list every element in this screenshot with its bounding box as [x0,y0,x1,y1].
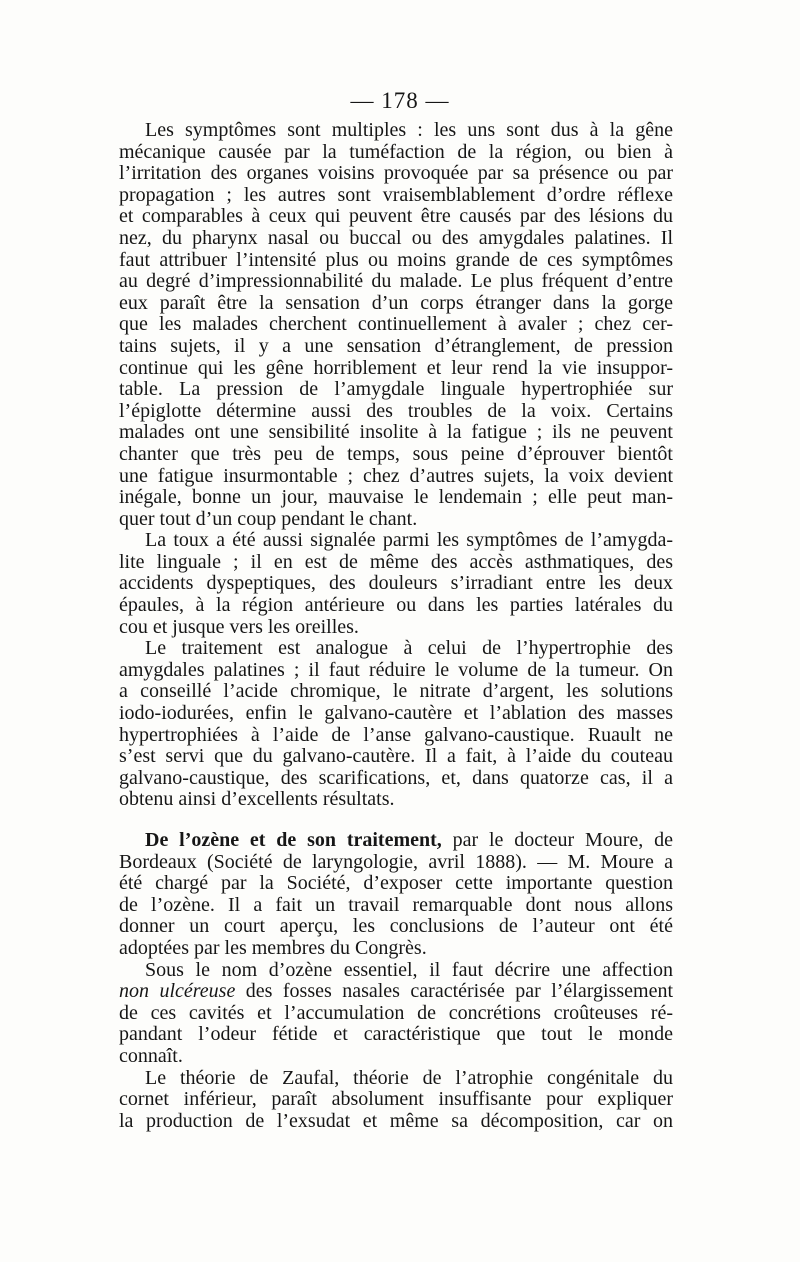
line-text: mécanique causée par la tuméfaction de la région, ou bien à [119,141,673,163]
line-text: épaules, à la région antérieure ou dans les parties latérales du [119,595,673,617]
line-text: hypertrophiées à l’aide de l’anse galvano-caustique. Ruault ne [119,724,673,746]
text-line [119,206,673,228]
text-line [119,422,673,444]
text-line [119,768,673,790]
line-text: par le docteur Moure, de [441,830,673,851]
line-text: adoptées par les membres du Congrès. [119,937,427,959]
line-text: obtenu ainsi d’excellents résultats. [119,789,395,811]
page-number: — 178 — [350,88,450,113]
line-text: cou et jusque vers les oreilles. [119,616,359,638]
line-text: de ces cavités et l’accumulation de concrétions croûteuses ré- [119,1002,673,1024]
text-line [119,358,673,380]
body-text [119,120,673,1132]
text-line [119,250,673,272]
text-line [119,530,673,552]
text-line [119,1068,673,1090]
text-line [119,852,673,874]
line-text: eux paraît être la sensation d’un corps étranger dans la gorge [119,292,673,314]
line-text: malades ont une sensibilité insolite à la fatigue ; ils ne peuvent [119,422,673,444]
text-line [119,660,673,682]
line-text: accidents dyspeptiques, des douleurs s’irradiant entre les deux [119,573,673,595]
text-line [119,466,673,488]
text-line [119,293,673,315]
text-line [119,552,673,574]
line-text: la production de l’exsudat et même sa décomposition, car on [119,1110,673,1132]
text-line [119,1046,673,1068]
line-text: donner un court aperçu, les conclusions de l’auteur ont été [119,916,673,938]
line-text: propagation ; les autres sont vraisemblablement d’ordre réflexe [119,184,673,206]
text-line [119,271,673,293]
italic-term: non ulcéreuse [119,981,236,1003]
text-line [119,142,673,164]
line-text: pandant l’odeur fétide et caractéristique que tout le monde [119,1024,673,1046]
text-line [119,960,673,982]
line-text: s’est servi que du galvano-cautère. Il a fait, à l’aide du couteau [119,746,673,768]
line-text: table. La pression de l’amygdale linguale hypertrophiée sur [119,379,673,401]
line-text: que les malades cherchent continuellement à avaler ; chez cer- [119,314,673,336]
text-line [119,379,673,401]
line-text: Bordeaux (Société de laryngologie, avril 1888). — M. Moure a [119,851,673,873]
text-line [119,185,673,207]
line-text: une fatigue insurmontable ; chez d’autres sujets, la voix devient [119,465,673,487]
text-line [119,617,673,639]
line-text: connaît. [119,1045,183,1067]
text-line [119,573,673,595]
text-line [119,1111,673,1133]
text-line [119,981,673,1003]
line-text: tains sujets, il y a une sensation d’étranglement, de pression [119,335,673,357]
line-text: galvano-caustique, des scarifications, et, dans quatorze cas, il a [119,767,673,789]
text-line [119,703,673,725]
text-line [119,725,673,747]
line-text: Les symptômes sont multiples : les uns sont dus à la gêne [145,120,673,141]
text-line [119,487,673,509]
line-text: cornet inférieur, paraît absolument insuffisante pour expliquer [119,1089,673,1111]
text-line [119,228,673,250]
line-text: l’irritation des organes voisins provoquée par sa présence ou par [119,163,673,185]
text-line [119,595,673,617]
text-line [119,1024,673,1046]
text-line [119,746,673,768]
section-gap [119,811,673,830]
line-text: quer tout d’un coup pendant le chant. [119,508,418,530]
text-line [119,120,673,142]
text-line [119,938,673,960]
text-line [119,1089,673,1111]
text-line [119,638,673,660]
text-line [119,789,673,811]
line-text: été chargé par la Société, d’exposer cette importante question [119,873,673,895]
line-text: lite linguale ; il en est de même des accès asthmatiques, des [119,551,673,573]
line-text: continue qui les gêne horriblement et leur rend la vie insuppor- [119,357,673,379]
text-line [119,509,673,531]
text-line [119,401,673,423]
line-text: au degré d’impressionnabilité du malade. Le plus fréquent d’entre [119,271,673,293]
text-line [119,916,673,938]
line-text: La toux a été aussi signalée parmi les symptômes de l’amygda- [145,530,673,552]
line-text: Sous le nom d’ozène essentiel, il faut décrire une affection [145,959,673,981]
text-line [119,163,673,185]
line-text: iodo-iodurées, enfin le galvano-cautère et l’ablation des masses [119,703,673,725]
section-heading: De l’ozène et de son traitement, [145,830,442,851]
line-text: amygdales palatines ; il faut réduire le volume de la tumeur. On [119,659,673,681]
text-line [119,873,673,895]
line-text: de l’ozène. Il a fait un travail remarquable dont nous allons [119,894,673,916]
text-line [119,314,673,336]
text-line [119,336,673,358]
text-line [119,830,673,852]
text-line [119,895,673,917]
line-text: Le théorie de Zaufal, théorie de l’atrophie congénitale du [145,1067,673,1089]
line-text: nez, du pharynx nasal ou buccal ou des amygdales palatines. Il [119,227,673,249]
line-text: inégale, bonne un jour, mauvaise le lendemain ; elle peut man- [119,487,673,509]
text-line [119,444,673,466]
line-text: faut attribuer l’intensité plus ou moins grande de ces symptômes [119,249,673,271]
text-line [119,1003,673,1025]
line-text: l’épiglotte détermine aussi des troubles de la voix. Certains [119,400,673,422]
line-text: a conseillé l’acide chromique, le nitrate d’argent, les solutions [119,681,673,703]
line-text: chanter que très peu de temps, sous peine d’éprouver bientôt [119,443,673,465]
line-text: des fosses nasales caractérisée par l’élargissement [235,981,673,1003]
line-text: et comparables à ceux qui peuvent être causés par des lésions du [119,206,673,228]
text-line [119,681,673,703]
line-text: Le traitement est analogue à celui de l’hypertrophie des [145,638,673,660]
